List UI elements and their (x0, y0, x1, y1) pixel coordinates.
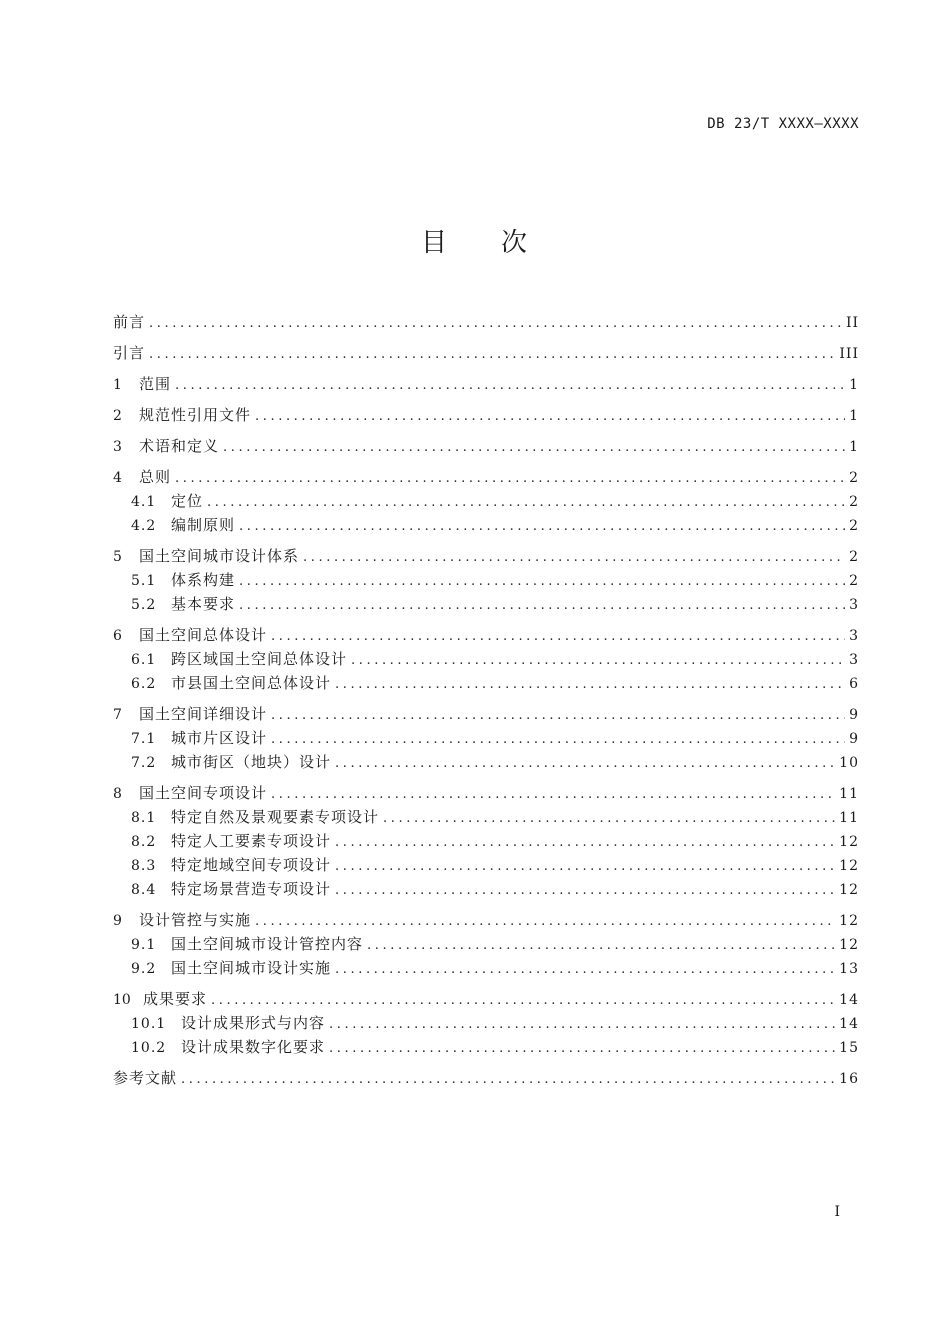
toc-entry-number: 6.2 (131, 676, 157, 692)
toc-leader (329, 1013, 835, 1037)
toc-entry-label: 特定地域空间专项设计 (171, 856, 332, 874)
toc-leader (239, 515, 845, 539)
toc-entry-page: 2 (849, 470, 859, 486)
toc-entry-page: 6 (849, 676, 859, 692)
toc-entry-label: 国土空间城市设计体系 (139, 547, 300, 565)
toc-entry-number: 6 (113, 628, 122, 644)
toc-leader (335, 673, 845, 697)
toc-entry-number: 9.1 (131, 937, 157, 953)
title-char-2: 次 (501, 228, 530, 258)
toc-leader (383, 807, 835, 831)
toc-leader (223, 436, 845, 460)
toc-entry-number: 7.2 (131, 755, 157, 771)
toc-leader (211, 989, 835, 1013)
toc-entry-number: 5.2 (131, 597, 157, 613)
toc-subentry[interactable] (113, 489, 859, 513)
toc-subentry[interactable] (113, 829, 859, 853)
toc-leader (181, 1068, 835, 1092)
toc-subentry[interactable] (113, 1035, 859, 1059)
toc-entry-label: 成果要求 (143, 990, 208, 1008)
toc-entry-page: 9 (849, 731, 859, 747)
toc-entry-page: 14 (839, 992, 859, 1008)
toc-subentry[interactable] (113, 805, 859, 829)
toc-entry-page: 2 (849, 494, 859, 510)
toc-entry-page: 13 (839, 961, 859, 977)
toc-subentry[interactable] (113, 726, 859, 750)
toc-entry[interactable] (113, 544, 859, 568)
title-char-1: 目 (420, 228, 449, 258)
toc-leader (271, 783, 835, 807)
toc-entry-label: 设计管控与实施 (139, 911, 252, 929)
toc-entry[interactable] (113, 465, 859, 489)
toc-entry[interactable] (113, 702, 859, 726)
toc-entry-number: 5 (113, 549, 122, 565)
toc-entry-label: 特定场景营造专项设计 (171, 880, 332, 898)
toc-entry-page: 10 (839, 755, 859, 771)
toc-entry[interactable] (113, 341, 859, 365)
toc-entry-label: 国土空间专项设计 (139, 784, 268, 802)
toc-entry-number: 2 (113, 408, 122, 424)
table-of-contents (113, 310, 859, 1090)
toc-entry-label: 范围 (139, 375, 172, 393)
toc-entry-number: 10 (113, 992, 131, 1008)
toc-entry-label: 定位 (171, 492, 204, 510)
toc-leader (239, 570, 845, 594)
toc-entry-label: 国土空间城市设计实施 (171, 959, 332, 977)
toc-leader (149, 312, 842, 336)
toc-entry-page: 2 (849, 549, 859, 565)
toc-leader (271, 728, 845, 752)
toc-entry-number: 8.4 (131, 882, 157, 898)
toc-subentry[interactable] (113, 592, 859, 616)
toc-leader (271, 625, 845, 649)
toc-entry-page: 12 (839, 858, 859, 874)
toc-entry-label: 特定人工要素专项设计 (171, 832, 332, 850)
toc-leader (175, 467, 845, 491)
toc-entry-page: 15 (839, 1040, 859, 1056)
toc-entry-label: 国土空间城市设计管控内容 (171, 935, 364, 953)
toc-leader (303, 546, 845, 570)
document-code: DB 23/T XXXX—XXXX (707, 116, 859, 132)
toc-entry-page: 2 (849, 573, 859, 589)
toc-leader (207, 491, 845, 515)
toc-entry-page: 2 (849, 518, 859, 534)
toc-entry-label: 前言 (113, 313, 146, 331)
toc-leader (335, 855, 835, 879)
toc-entry-number: 8.3 (131, 858, 157, 874)
toc-leader (255, 910, 835, 934)
toc-leader (239, 594, 845, 618)
toc-subentry[interactable] (113, 671, 859, 695)
toc-entry[interactable] (113, 781, 859, 805)
toc-leader (335, 831, 835, 855)
toc-entry-label: 国土空间总体设计 (139, 626, 268, 644)
toc-entry-page: III (839, 346, 859, 362)
toc-entry-page: 12 (839, 913, 859, 929)
toc-subentry[interactable] (113, 853, 859, 877)
toc-entry-number: 6.1 (131, 652, 157, 668)
toc-leader (175, 374, 845, 398)
toc-entry-number: 7 (113, 707, 122, 723)
toc-entry-label: 市县国土空间总体设计 (171, 674, 332, 692)
toc-entry-label: 城市片区设计 (171, 729, 268, 747)
toc-entry-page: 11 (839, 786, 859, 802)
toc-entry[interactable] (113, 372, 859, 396)
toc-leader (351, 649, 845, 673)
toc-subentry[interactable] (113, 1011, 859, 1035)
toc-leader (367, 934, 835, 958)
toc-leader (335, 958, 835, 982)
toc-entry-label: 设计成果数字化要求 (181, 1038, 326, 1056)
toc-entry[interactable] (113, 310, 859, 334)
toc-entry-label: 跨区域国土空间总体设计 (171, 650, 348, 668)
toc-entry-number: 4 (113, 470, 122, 486)
toc-entry-page: 12 (839, 834, 859, 850)
toc-entry-number: 5.1 (131, 573, 157, 589)
toc-entry-label: 设计成果形式与内容 (181, 1014, 326, 1032)
toc-entry-label: 引言 (113, 344, 146, 362)
toc-subentry[interactable] (113, 956, 859, 980)
toc-subentry[interactable] (113, 647, 859, 671)
toc-entry-page: 12 (839, 937, 859, 953)
toc-entry-number: 8.2 (131, 834, 157, 850)
toc-entry-number: 3 (113, 439, 122, 455)
toc-leader (335, 879, 835, 903)
toc-entry-number: 7.1 (131, 731, 157, 747)
toc-entry-label: 国土空间详细设计 (139, 705, 268, 723)
toc-subentry[interactable] (113, 877, 859, 901)
toc-leader (255, 405, 845, 429)
toc-entry-page: 3 (849, 628, 859, 644)
toc-leader (335, 752, 835, 776)
toc-entry-number: 10.1 (131, 1016, 167, 1032)
toc-entry-page: 14 (839, 1016, 859, 1032)
toc-entry-label: 编制原则 (171, 516, 236, 534)
toc-entry-label: 城市街区（地块）设计 (171, 753, 332, 771)
toc-entry-label: 规范性引用文件 (139, 406, 252, 424)
toc-entry-page: 3 (849, 597, 859, 613)
toc-subentry[interactable] (113, 932, 859, 956)
toc-entry-number: 8.1 (131, 810, 157, 826)
toc-entry-number: 4.1 (131, 494, 157, 510)
toc-entry-page: II (845, 315, 859, 331)
toc-entry-label: 基本要求 (171, 595, 236, 613)
toc-entry-page: 1 (849, 408, 859, 424)
toc-subentry[interactable] (113, 513, 859, 537)
toc-entry[interactable] (113, 987, 859, 1011)
toc-entry-label: 体系构建 (171, 571, 236, 589)
toc-entry[interactable] (113, 908, 859, 932)
toc-entry-page: 11 (839, 810, 859, 826)
toc-entry-page: 1 (849, 439, 859, 455)
toc-entry-label: 术语和定义 (139, 437, 220, 455)
toc-leader (329, 1037, 835, 1061)
toc-subentry[interactable] (113, 568, 859, 592)
toc-entry-number: 9.2 (131, 961, 157, 977)
toc-entry-number: 10.2 (131, 1040, 167, 1056)
toc-entry-number: 4.2 (131, 518, 157, 534)
toc-entry-number: 1 (113, 377, 122, 393)
page-number: I (834, 1204, 840, 1220)
toc-entry-page: 1 (849, 377, 859, 393)
toc-entry-page: 3 (849, 652, 859, 668)
toc-entry-label: 总则 (139, 468, 172, 486)
toc-entry-label: 参考文献 (113, 1069, 178, 1087)
toc-entry-page: 12 (839, 882, 859, 898)
toc-entry[interactable] (113, 623, 859, 647)
toc-leader (271, 704, 845, 728)
toc-entry[interactable] (113, 434, 859, 458)
page-title (0, 222, 950, 259)
toc-subentry[interactable] (113, 750, 859, 774)
toc-entry-page: 16 (839, 1071, 859, 1087)
toc-entry-number: 8 (113, 786, 122, 802)
toc-entry-number: 9 (113, 913, 122, 929)
toc-entry-page: 9 (849, 707, 859, 723)
toc-leader (149, 343, 835, 367)
toc-entry[interactable] (113, 403, 859, 427)
toc-entry-label: 特定自然及景观要素专项设计 (171, 808, 380, 826)
toc-entry[interactable] (113, 1066, 859, 1090)
